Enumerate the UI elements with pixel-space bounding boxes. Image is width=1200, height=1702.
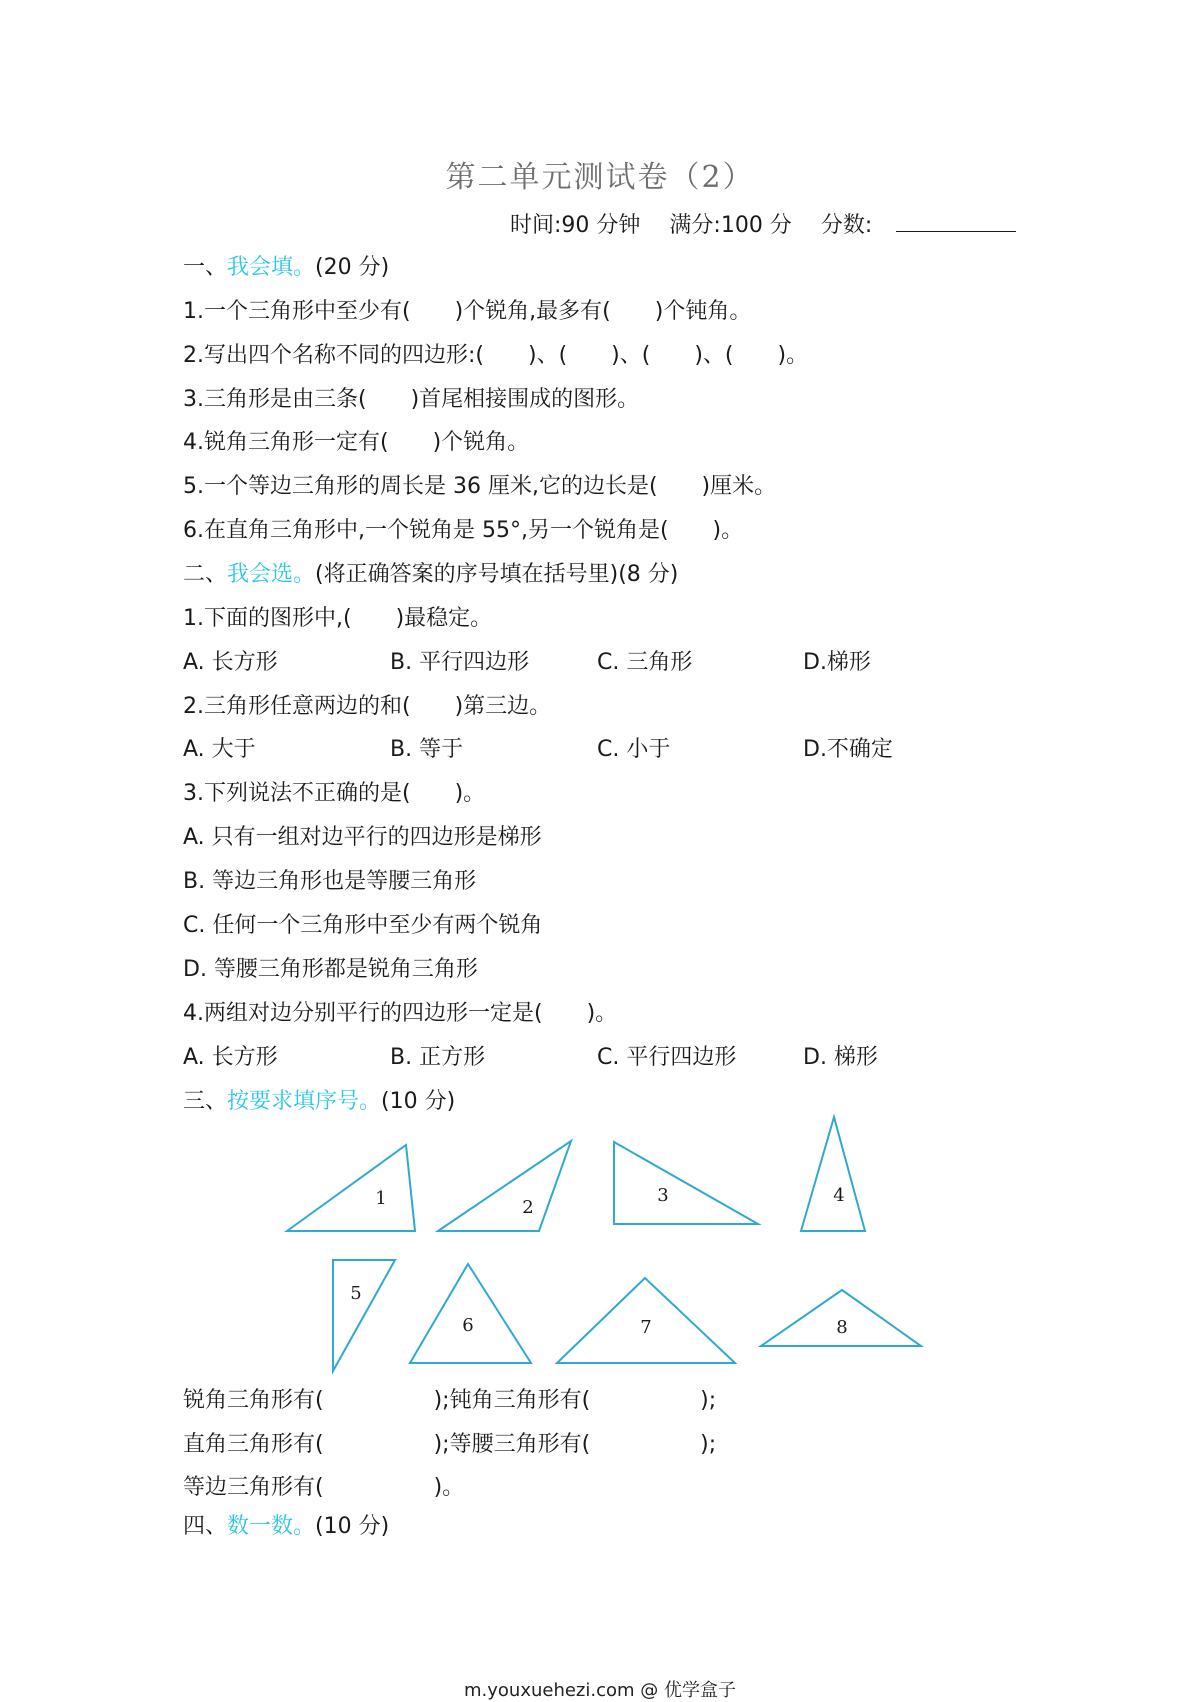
option-d[interactable]: D.梯形 — [803, 650, 871, 675]
section-3-heading: 三、按要求填序号。(10 分) — [183, 1089, 456, 1114]
option-c[interactable]: C. 平行四边形 — [597, 1045, 737, 1070]
score-label: 分数: — [820, 213, 873, 238]
option-c[interactable]: C. 三角形 — [597, 650, 693, 675]
footer-watermark: m.youxuehezi.com @ 优学盒子 — [463, 1680, 736, 1701]
option-2-3-c[interactable]: C. 任何一个三角形中至少有两个锐角 — [183, 913, 543, 938]
question-1-4: 4.锐角三角形一定有( )个锐角。 — [183, 430, 530, 455]
option-a[interactable]: A. 长方形 — [183, 1045, 278, 1070]
triangle-label: 7 — [640, 1317, 652, 1338]
question-1-3: 3.三角形是由三条( )首尾相接围成的图形。 — [183, 387, 640, 412]
exam-meta — [510, 208, 1038, 239]
triangle-2 — [438, 1141, 571, 1231]
option-2-3-d[interactable]: D. 等腰三角形都是锐角三角形 — [183, 957, 478, 982]
score-blank[interactable] — [896, 211, 1016, 232]
option-d[interactable]: D. 梯形 — [803, 1045, 878, 1070]
option-2-3-a[interactable]: A. 只有一组对边平行的四边形是梯形 — [183, 825, 542, 850]
triangle-label: 2 — [522, 1197, 534, 1218]
question-2-4: 4.两组对边分别平行的四边形一定是( )。 — [183, 1001, 618, 1026]
triangle-8 — [761, 1290, 921, 1346]
question-2-1: 1.下面的图形中,( )最稳定。 — [183, 606, 493, 631]
option-a[interactable]: A. 长方形 — [183, 650, 278, 675]
option-b[interactable]: B. 平行四边形 — [390, 650, 530, 675]
section-1-heading: 一、我会填。(20 分) — [183, 255, 390, 280]
triangle-label: 5 — [350, 1283, 362, 1304]
option-b[interactable]: B. 等于 — [390, 737, 464, 762]
triangle-1 — [287, 1145, 415, 1231]
answer-line-2: 直角三角形有( );等腰三角形有( ); — [183, 1432, 717, 1457]
option-d[interactable]: D.不确定 — [803, 737, 893, 762]
option-b[interactable]: B. 正方形 — [390, 1045, 486, 1070]
options-2-2 — [183, 735, 983, 765]
option-c[interactable]: C. 小于 — [597, 737, 671, 762]
question-2-3: 3.下列说法不正确的是( )。 — [183, 781, 486, 806]
triangle-6 — [410, 1264, 531, 1363]
triangle-5 — [333, 1260, 395, 1371]
page-title: 第二单元测试卷（2） — [445, 160, 755, 195]
triangle-label: 3 — [657, 1185, 669, 1206]
option-2-3-b[interactable]: B. 等边三角形也是等腰三角形 — [183, 869, 477, 894]
question-1-1: 1.一个三角形中至少有( )个锐角,最多有( )个钝角。 — [183, 299, 752, 324]
section-4-heading: 四、数一数。(10 分) — [183, 1514, 390, 1539]
question-1-2: 2.写出四个名称不同的四边形:( )、( )、( )、( )。 — [183, 343, 809, 368]
full-score: 满分:100 分 — [669, 213, 792, 238]
section-2-heading: 二、我会选。(将正确答案的序号填在括号里)(8 分) — [183, 562, 679, 587]
triangle-7 — [557, 1278, 735, 1363]
triangle-4 — [801, 1117, 865, 1231]
triangle-label: 6 — [462, 1315, 474, 1336]
triangle-label: 1 — [375, 1188, 387, 1209]
triangle-3 — [614, 1142, 758, 1224]
question-1-5: 5.一个等边三角形的周长是 36 厘米,它的边长是( )厘米。 — [183, 474, 777, 499]
answer-line-3: 等边三角形有( )。 — [183, 1475, 465, 1500]
question-2-2: 2.三角形任意两边的和( )第三边。 — [183, 694, 552, 719]
option-a[interactable]: A. 大于 — [183, 737, 256, 762]
time-limit: 时间:90 分钟 — [510, 213, 641, 238]
triangle-label: 8 — [836, 1317, 848, 1338]
triangle-label: 4 — [833, 1185, 845, 1206]
options-2-4 — [183, 1043, 983, 1073]
question-1-6: 6.在直角三角形中,一个锐角是 55°,另一个锐角是( )。 — [183, 518, 744, 543]
answer-line-1: 锐角三角形有( );钝角三角形有( ); — [183, 1388, 717, 1413]
options-2-1 — [183, 648, 983, 678]
